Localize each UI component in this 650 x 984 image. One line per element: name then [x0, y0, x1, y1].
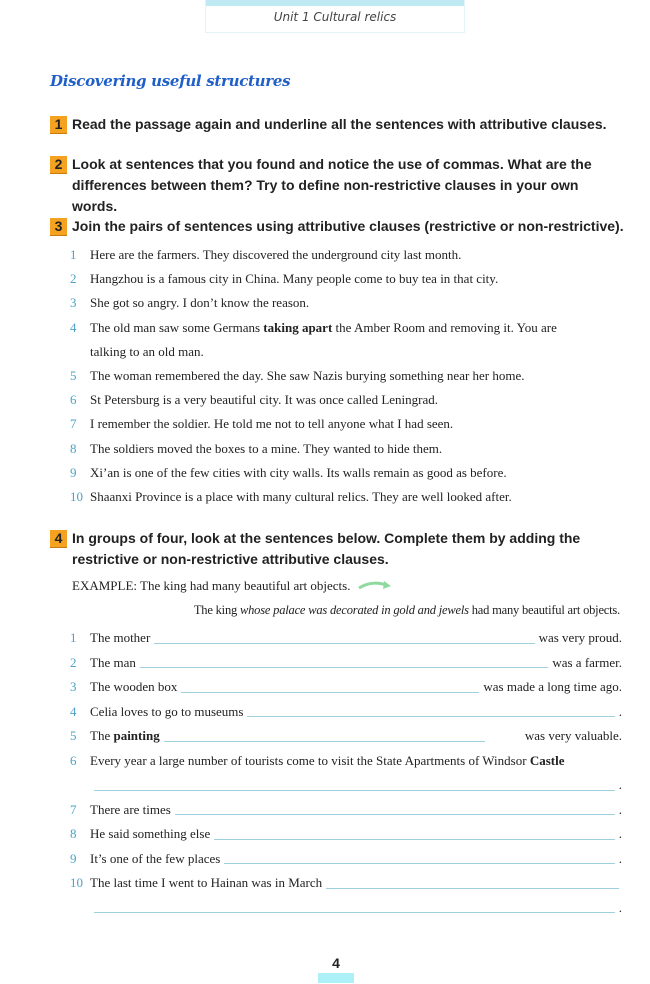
task-instruction: In groups of four, look at the sentences below. Complete them by adding the restrictive or non-restrictive attributive clauses. [72, 530, 581, 567]
task-instruction: Look at sentences that you found and notice the use of commas. What are the differences between them? Try to define non-restrictive clauses in your own words. [72, 156, 592, 214]
text-part: The king [193, 603, 240, 617]
list-item [70, 316, 622, 340]
list-item [70, 291, 622, 315]
example [72, 578, 392, 594]
answer-blank[interactable] [154, 626, 534, 644]
item-text: was very valuable. [524, 728, 622, 743]
answer-blank[interactable] [140, 651, 548, 669]
answer-blank[interactable] [224, 847, 614, 865]
task-3 [50, 216, 625, 237]
item-number: 6 [70, 392, 77, 408]
fill-item [70, 675, 622, 700]
unit-header [205, 0, 465, 33]
task-number-badge: 1 [50, 116, 67, 134]
answer-blank[interactable] [326, 871, 619, 889]
unit-title: Unit 1 Cultural relics [273, 10, 397, 24]
example-label: EXAMPLE: [72, 578, 137, 593]
item-number: 10 [70, 875, 83, 890]
item-text: There are times [90, 801, 171, 817]
fill-item-continued [70, 773, 622, 798]
task-instruction: Read the passage again and underline all the sentences with attributive clauses. [72, 116, 607, 132]
answer-blank[interactable] [94, 896, 615, 914]
section-title: Discovering useful structures [50, 72, 291, 90]
task-2 [50, 154, 625, 217]
list-item-continued [70, 340, 622, 364]
fill-item [70, 700, 622, 725]
item-text: It’s one of the few places [90, 850, 221, 866]
item-text: She got so angry. I don’t know the reason. [90, 295, 310, 311]
item-number: 4 [70, 703, 77, 719]
item-text: He said something else [90, 826, 211, 841]
curved-arrow-icon [358, 580, 392, 590]
list-item [70, 485, 622, 509]
list-item [70, 412, 622, 436]
text-part: had many beautiful art objects. [468, 603, 620, 617]
task-4 [50, 528, 625, 570]
fill-item-continued [70, 896, 622, 921]
fill-item [70, 847, 622, 872]
item-text: The last time I went to Hainan was in March [90, 875, 323, 890]
fill-item [70, 626, 622, 651]
item-text: I remember the soldier. He told me not to tell anyone what I had seen. [90, 416, 454, 432]
item-number: 10 [70, 488, 83, 504]
item-number: 8 [70, 440, 77, 456]
item-number: 3 [70, 679, 77, 694]
item-text: The woman remembered the day. She saw Nazis burying something near her home. [90, 367, 525, 383]
item-number: 9 [70, 850, 77, 866]
text-part: talking to an old man. [90, 343, 204, 359]
task-number-badge: 3 [50, 218, 67, 236]
list-item [70, 243, 622, 267]
item-number: 1 [70, 247, 77, 262]
item-text: . [618, 801, 622, 817]
item-text: . [618, 899, 622, 915]
task4-list [70, 626, 622, 920]
task-number-badge: 4 [50, 530, 67, 548]
item-text: . [618, 826, 622, 841]
fill-item [70, 822, 622, 847]
item-number: 2 [70, 654, 77, 670]
item-number: 5 [70, 728, 77, 743]
example-answer [194, 603, 620, 618]
item-number: 9 [70, 464, 77, 480]
item-number: 7 [70, 416, 77, 432]
task-1 [50, 114, 625, 135]
item-number: 2 [70, 271, 77, 287]
task-number-badge: 2 [50, 156, 67, 174]
item-text: Here are the farmers. They discovered the underground city last month. [90, 247, 462, 262]
item-number: 4 [70, 319, 77, 335]
fill-item [70, 724, 622, 749]
page-number-text: 4 [332, 955, 340, 971]
example-clause: whose palace was decorated in gold and jewels [239, 603, 469, 617]
answer-blank[interactable] [164, 724, 485, 742]
item-number: 1 [70, 630, 77, 645]
item-text: The mother [90, 630, 151, 645]
item-text: Every year a large number of tourists come to visit the State Apartments of Windsor [90, 752, 530, 768]
text-part: The old man saw some Germans [90, 319, 264, 335]
bold-word: Castle [529, 752, 565, 768]
item-text: . [618, 850, 622, 866]
fill-item [70, 749, 622, 774]
item-number: 8 [70, 826, 77, 841]
answer-blank[interactable] [181, 675, 479, 693]
fill-item [70, 798, 622, 823]
item-text: Shaanxi Province is a place with many cultural relics. They are well looked after. [90, 488, 512, 504]
answer-blank[interactable] [247, 700, 614, 718]
item-number: 6 [70, 752, 77, 768]
item-text: Celia loves to go to museums [90, 703, 244, 719]
item-text: was made a long time ago. [483, 679, 622, 694]
list-item [70, 461, 622, 485]
item-text: Hangzhou is a famous city in China. Many people come to buy tea in that city. [90, 271, 499, 287]
answer-blank[interactable] [214, 822, 615, 840]
example-sentence: The king had many beautiful art objects. [140, 578, 351, 593]
list-item [70, 364, 622, 388]
item-number: 5 [70, 367, 77, 383]
fill-item [70, 871, 622, 896]
item-number: 3 [70, 295, 77, 311]
item-text: The wooden box [90, 679, 178, 694]
item-text: The soldiers moved the boxes to a mine. They wanted to hide them. [90, 440, 443, 456]
item-text: was a farmer. [552, 654, 622, 670]
item-text: . [618, 777, 622, 792]
list-item [70, 388, 622, 412]
answer-blank[interactable] [94, 773, 615, 791]
item-text: The man [90, 654, 136, 670]
bold-word: painting [113, 728, 160, 743]
fill-item [70, 651, 622, 676]
answer-blank[interactable] [175, 798, 615, 816]
item-text: St Petersburg is a very beautiful city. It was once called Leningrad. [90, 392, 439, 408]
item-text: The [90, 728, 114, 743]
task3-list [70, 243, 622, 509]
task-instruction: Join the pairs of sentences using attributive clauses (restrictive or non-restrictive). [72, 218, 624, 234]
item-text: Xi’an is one of the few cities with city walls. Its walls remain as good as before. [90, 464, 507, 480]
page-number [318, 955, 354, 983]
list-item [70, 437, 622, 461]
bold-phrase: taking apart [263, 319, 333, 335]
list-item [70, 267, 622, 291]
item-text [90, 316, 622, 340]
text-part: the Amber Room and removing it. You are [332, 319, 557, 335]
item-number: 7 [70, 801, 77, 817]
item-text: was very proud. [538, 630, 622, 645]
item-text: . [618, 703, 622, 719]
